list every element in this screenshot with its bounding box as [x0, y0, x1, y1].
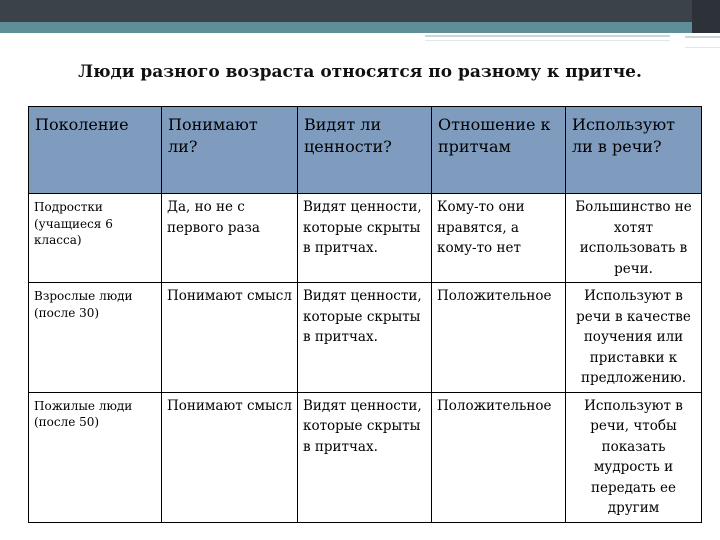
cell-usage: Большинство не хотят использовать в речи. [566, 194, 702, 283]
cell-generation: Пожилые люди (после 50) [29, 392, 162, 522]
cell-generation: Подростки (учащиеся 6 класса) [29, 194, 162, 283]
header-attitude: Отношение к притчам [432, 107, 566, 194]
cell-usage: Используют в речи в качестве поучения или приставки к предложению. [566, 283, 702, 393]
top-bar-dark [0, 0, 720, 22]
cell-understand: Понимают смысл [162, 283, 298, 393]
cell-attitude: Положительное [432, 283, 566, 393]
cell-understand: Понимают смысл [162, 392, 298, 522]
cell-understand: Да, но не с первого раза [162, 194, 298, 283]
cell-attitude: Кому-то они нравятся, а кому-то нет [432, 194, 566, 283]
decor-line [425, 40, 670, 41]
header-values: Видят ли ценности? [298, 107, 432, 194]
comparison-table [28, 106, 702, 523]
header-usage: Используют ли в речи? [566, 107, 702, 194]
table-row [29, 392, 702, 522]
cell-values: Видят ценности, которые скрыты в притчах. [298, 283, 432, 393]
cell-generation: Взрослые люди (после 30) [29, 283, 162, 393]
decor-lines-right [685, 36, 720, 48]
header-understand: Понимают ли? [162, 107, 298, 194]
cell-attitude: Положительное [432, 392, 566, 522]
table-row [29, 194, 702, 283]
header-generation: Поколение [29, 107, 162, 194]
slide-title: Люди разного возраста относятся по разному к притче. [78, 62, 642, 82]
decor-line [425, 35, 670, 37]
cell-values: Видят ценности, которые скрыты в притчах. [298, 194, 432, 283]
table-row [29, 283, 702, 393]
top-bar-accent [0, 22, 720, 33]
cell-usage: Используют в речи, чтобы показать мудрость и передать ее другим [566, 392, 702, 522]
table-header-row [29, 107, 702, 194]
cell-values: Видят ценности, которые скрыты в притчах. [298, 392, 432, 522]
top-bar-corner [692, 0, 720, 33]
